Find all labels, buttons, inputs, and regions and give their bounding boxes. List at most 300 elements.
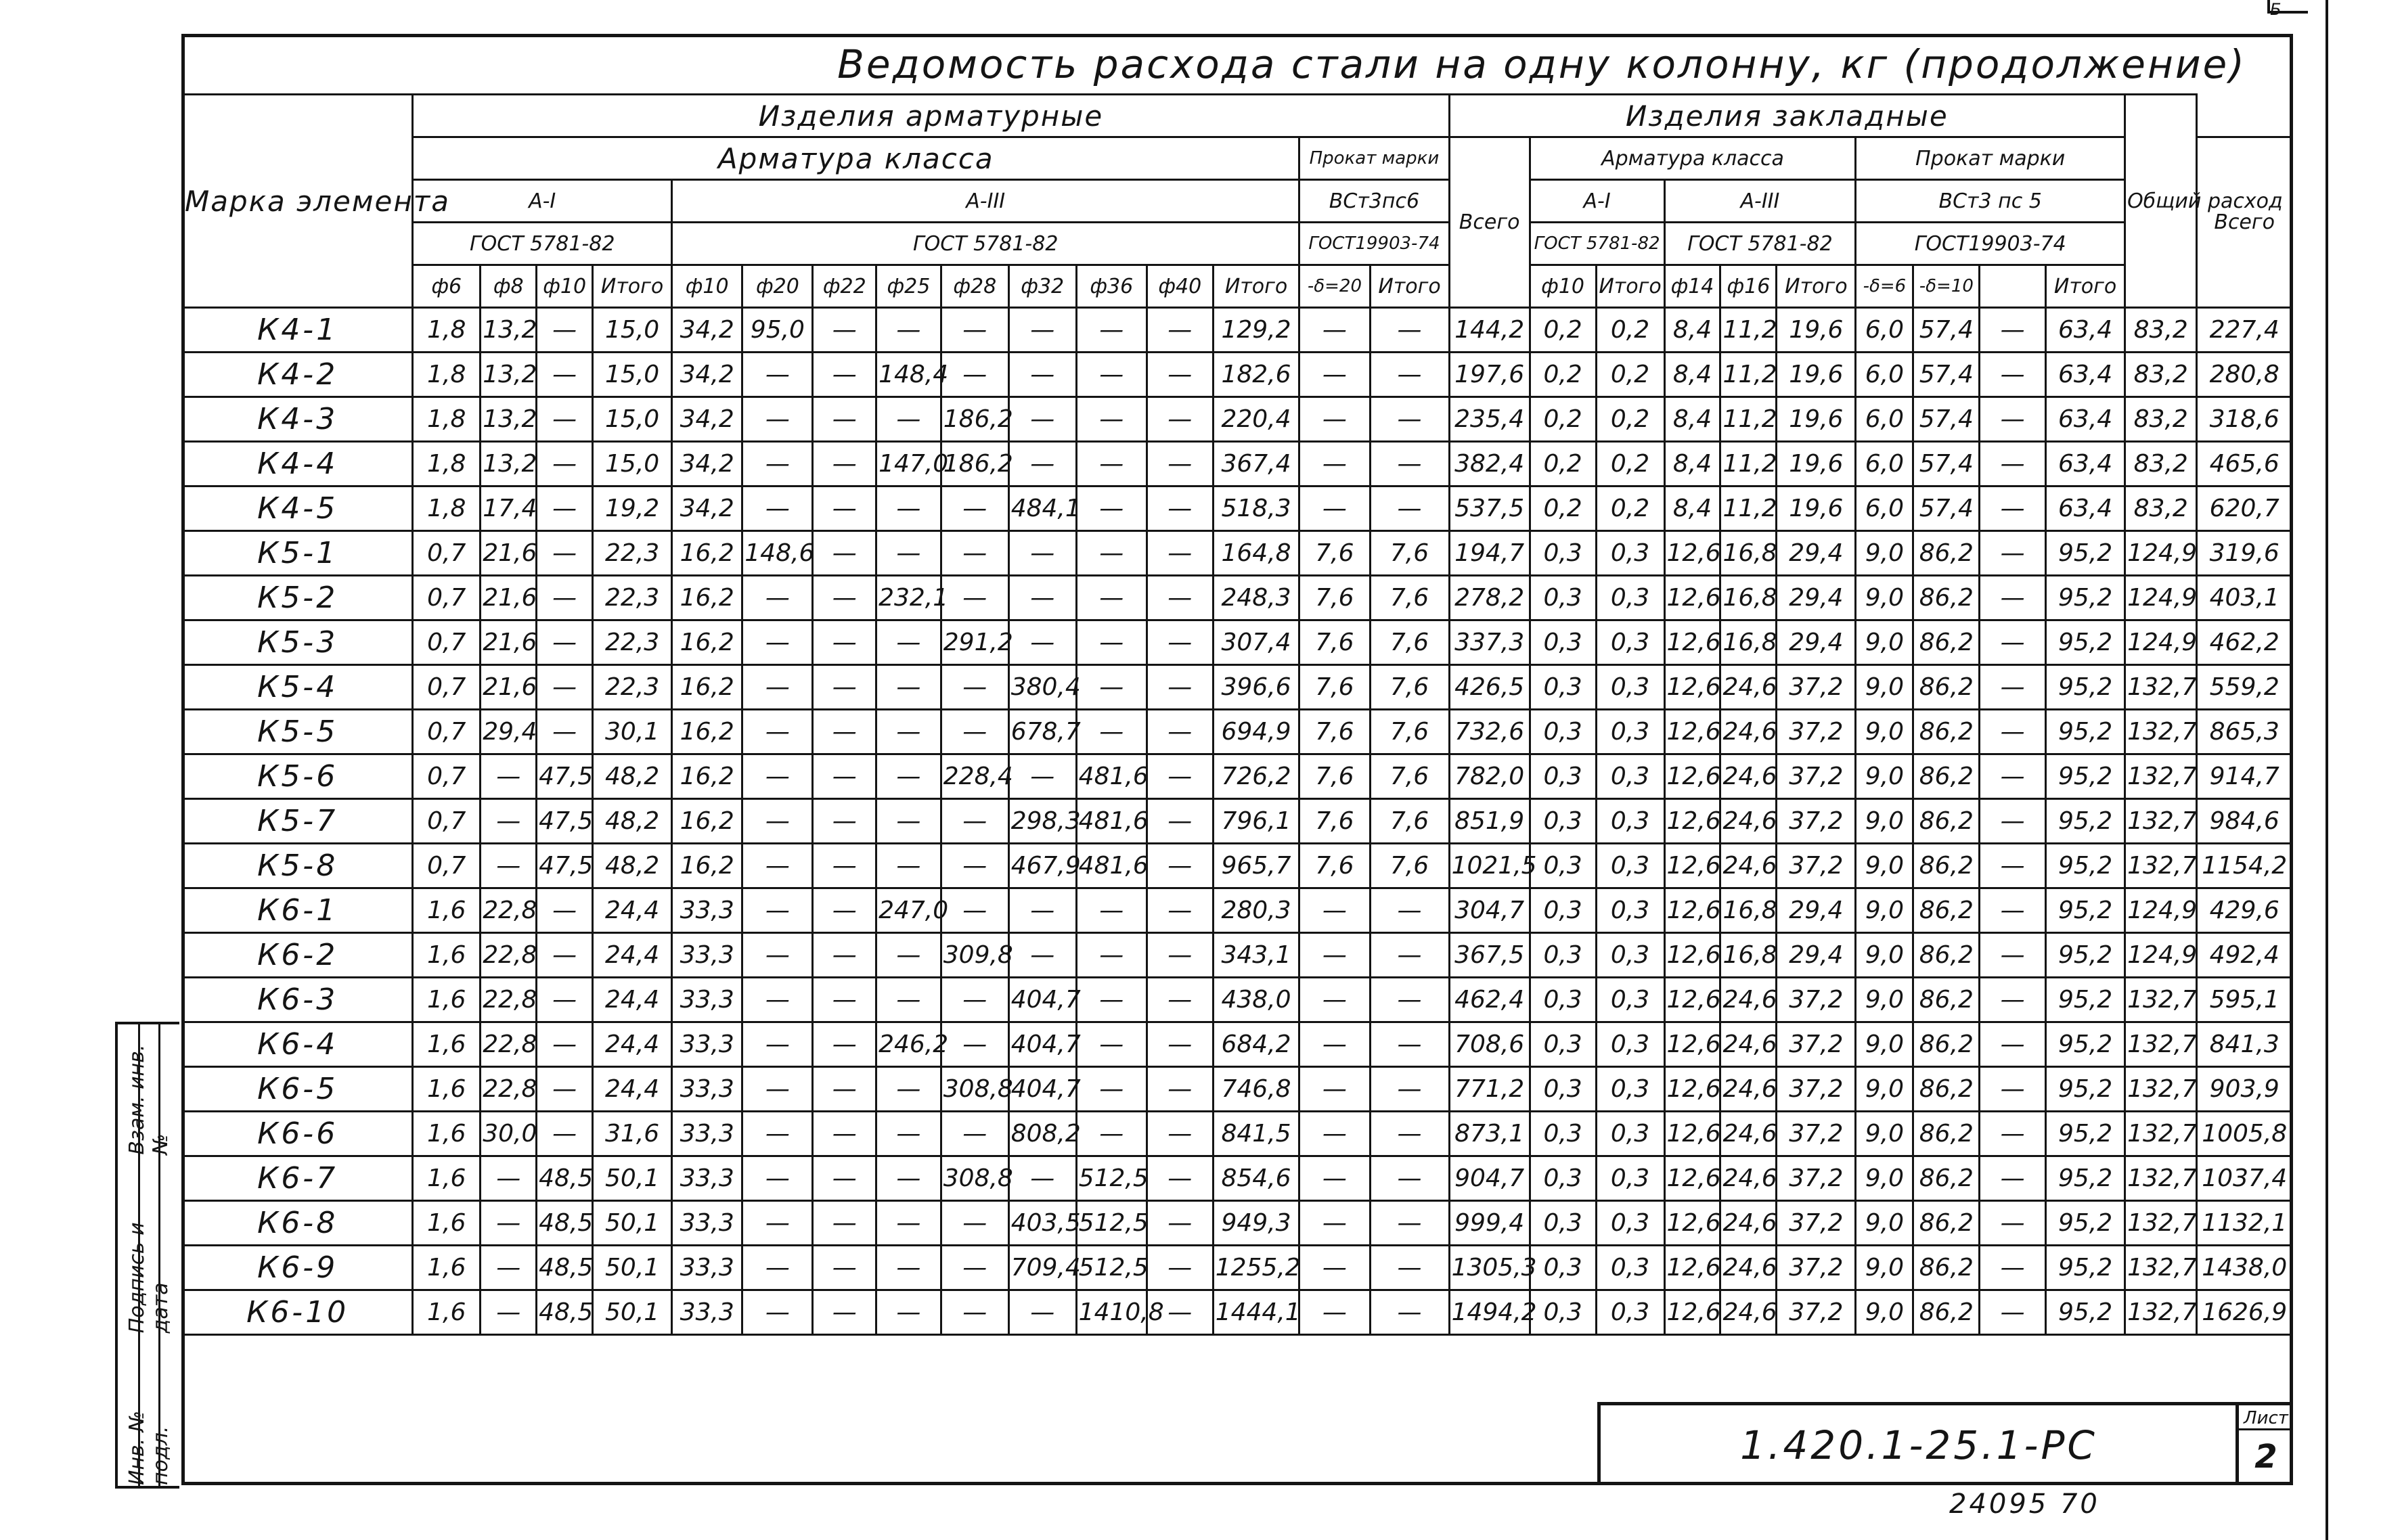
- table-cell: —: [941, 353, 1008, 397]
- table-cell: 124,9: [2125, 531, 2197, 576]
- table-cell: 1438,0: [2197, 1246, 2292, 1290]
- table-cell: 771,2: [1449, 1067, 1530, 1112]
- table-cell: 11,2: [1720, 442, 1777, 486]
- table-cell: 0,7: [413, 620, 481, 665]
- table-cell: —: [742, 1067, 813, 1112]
- table-cell: 0,3: [1596, 710, 1664, 754]
- table-cell: 37,2: [1777, 978, 1856, 1022]
- table-cell: —: [1370, 1201, 1449, 1246]
- table-cell: —: [1147, 576, 1213, 620]
- table-cell: —: [1370, 1156, 1449, 1201]
- subheader: ф32: [1008, 265, 1076, 308]
- table-cell: 132,7: [2125, 754, 2197, 799]
- table-cell: 16,2: [672, 710, 742, 754]
- table-cell: —: [1370, 1112, 1449, 1156]
- table-row: [183, 353, 2292, 397]
- table-cell: 50,1: [593, 1156, 672, 1201]
- element-mark-cell: К5-1: [183, 531, 413, 576]
- table-cell: 8,4: [1664, 397, 1720, 442]
- table-cell: —: [1980, 978, 2046, 1022]
- subheader: ф28: [941, 265, 1008, 308]
- table-cell: 24,6: [1720, 1290, 1777, 1335]
- table-cell: —: [1299, 1022, 1370, 1067]
- table-cell: 22,8: [481, 933, 537, 978]
- table-cell: 86,2: [1913, 799, 1980, 844]
- table-cell: —: [1299, 978, 1370, 1022]
- table-cell: —: [1299, 1290, 1370, 1335]
- table-cell: 50,1: [593, 1201, 672, 1246]
- table-cell: —: [537, 442, 593, 486]
- table-cell: —: [742, 576, 813, 620]
- side-label-inventory: Инв. № подл.: [125, 1410, 173, 1485]
- table-cell: 307,4: [1213, 620, 1299, 665]
- table-cell: —: [941, 1112, 1008, 1156]
- subheader: ф10: [537, 265, 593, 308]
- table-cell: 24,4: [593, 1022, 672, 1067]
- table-cell: 37,2: [1777, 1246, 1856, 1290]
- table-cell: 0,3: [1596, 1022, 1664, 1067]
- table-cell: —: [537, 1112, 593, 1156]
- header-gost-rolled: ГОСТ19903-74: [1299, 223, 1449, 265]
- table-cell: —: [1008, 888, 1076, 933]
- table-cell: —: [813, 1201, 876, 1246]
- table-cell: 33,3: [672, 888, 742, 933]
- table-cell: 1,6: [413, 1156, 481, 1201]
- table-cell: —: [1980, 1067, 2046, 1112]
- table-cell: —: [941, 1290, 1008, 1335]
- table-cell: 12,6: [1664, 665, 1720, 710]
- table-cell: 7,6: [1370, 710, 1449, 754]
- table-cell: —: [813, 442, 876, 486]
- table-cell: 12,6: [1664, 1290, 1720, 1335]
- table-cell: 33,3: [672, 1246, 742, 1290]
- table-cell: —: [1147, 978, 1213, 1022]
- table-cell: 57,4: [1913, 397, 1980, 442]
- table-cell: 95,0: [742, 308, 813, 353]
- table-cell: —: [742, 1156, 813, 1201]
- table-cell: —: [1147, 844, 1213, 888]
- table-cell: 21,6: [481, 576, 537, 620]
- table-cell: —: [813, 978, 876, 1022]
- table-cell: 15,0: [593, 397, 672, 442]
- table-cell: 132,7: [2125, 1156, 2197, 1201]
- table-cell: —: [481, 1156, 537, 1201]
- table-cell: 37,2: [1777, 1067, 1856, 1112]
- table-row: [183, 1201, 2292, 1246]
- table-cell: —: [813, 1112, 876, 1156]
- table-cell: 0,3: [1596, 665, 1664, 710]
- table-cell: —: [813, 397, 876, 442]
- table-cell: 144,2: [1449, 308, 1530, 353]
- table-cell: 37,2: [1777, 1112, 1856, 1156]
- table-cell: —: [876, 799, 941, 844]
- table-cell: 949,3: [1213, 1201, 1299, 1246]
- table-cell: 7,6: [1299, 576, 1370, 620]
- table-cell: 24,6: [1720, 1246, 1777, 1290]
- table-cell: —: [742, 888, 813, 933]
- table-cell: —: [1370, 308, 1449, 353]
- table-cell: —: [813, 710, 876, 754]
- table-cell: 9,0: [1856, 1067, 1913, 1112]
- table-cell: —: [1147, 397, 1213, 442]
- element-mark-cell: К5-6: [183, 754, 413, 799]
- header-gost-a1: ГОСТ 5781-82: [413, 223, 672, 265]
- table-cell: —: [1076, 933, 1147, 978]
- table-cell: 11,2: [1720, 486, 1777, 531]
- table-cell: —: [537, 1022, 593, 1067]
- subheader: [1980, 265, 2046, 308]
- element-mark-cell: К6-5: [183, 1067, 413, 1112]
- table-cell: —: [1299, 933, 1370, 978]
- table-cell: 782,0: [1449, 754, 1530, 799]
- table-cell: —: [813, 353, 876, 397]
- table-cell: 248,3: [1213, 576, 1299, 620]
- table-cell: 24,6: [1720, 665, 1777, 710]
- table-cell: —: [1980, 1201, 2046, 1246]
- table-cell: 95,2: [2046, 1156, 2125, 1201]
- subheader: ф6: [413, 265, 481, 308]
- table-cell: —: [1299, 1246, 1370, 1290]
- table-cell: —: [537, 1067, 593, 1112]
- table-cell: 854,6: [1213, 1156, 1299, 1201]
- table-cell: 7,6: [1370, 799, 1449, 844]
- table-cell: —: [537, 353, 593, 397]
- table-cell: 0,3: [1530, 754, 1596, 799]
- table-cell: —: [742, 442, 813, 486]
- table-cell: —: [537, 308, 593, 353]
- subheader: Итого: [593, 265, 672, 308]
- table-cell: 1,8: [413, 308, 481, 353]
- table-cell: 15,0: [593, 353, 672, 397]
- subheader: Итого: [1596, 265, 1664, 308]
- table-cell: —: [1076, 1067, 1147, 1112]
- table-cell: 6,0: [1856, 486, 1913, 531]
- table-cell: 0,3: [1596, 1290, 1664, 1335]
- table-cell: 48,5: [537, 1246, 593, 1290]
- table-cell: 0,3: [1530, 1246, 1596, 1290]
- table-cell: 684,2: [1213, 1022, 1299, 1067]
- table-cell: 1005,8: [2197, 1112, 2292, 1156]
- table-cell: 86,2: [1913, 1156, 1980, 1201]
- table-cell: —: [941, 665, 1008, 710]
- table-cell: —: [813, 799, 876, 844]
- table-cell: —: [1076, 442, 1147, 486]
- table-cell: 1,6: [413, 888, 481, 933]
- table-cell: —: [1370, 933, 1449, 978]
- table-cell: 33,3: [672, 1201, 742, 1246]
- table-cell: 95,2: [2046, 531, 2125, 576]
- table-cell: —: [876, 531, 941, 576]
- table-cell: 22,3: [593, 531, 672, 576]
- table-cell: 1,6: [413, 978, 481, 1022]
- table-cell: —: [742, 665, 813, 710]
- table-cell: 232,1: [876, 576, 941, 620]
- table-cell: 1,6: [413, 1112, 481, 1156]
- table-cell: 726,2: [1213, 754, 1299, 799]
- element-mark-cell: К4-3: [183, 397, 413, 442]
- table-cell: 95,2: [2046, 710, 2125, 754]
- table-cell: 999,4: [1449, 1201, 1530, 1246]
- table-cell: —: [1147, 486, 1213, 531]
- table-cell: 37,2: [1777, 665, 1856, 710]
- table-cell: 37,2: [1777, 710, 1856, 754]
- table-cell: 0,3: [1596, 531, 1664, 576]
- table-cell: 1,8: [413, 353, 481, 397]
- table-cell: —: [1980, 1290, 2046, 1335]
- table-cell: 0,3: [1596, 1246, 1664, 1290]
- element-mark-cell: К5-8: [183, 844, 413, 888]
- table-cell: 34,2: [672, 397, 742, 442]
- table-cell: 48,5: [537, 1290, 593, 1335]
- table-cell: —: [1008, 353, 1076, 397]
- table-cell: 465,6: [2197, 442, 2292, 486]
- table-cell: 965,7: [1213, 844, 1299, 888]
- table-cell: 1037,4: [2197, 1156, 2292, 1201]
- table-cell: 30,1: [593, 710, 672, 754]
- element-mark-cell: К4-4: [183, 442, 413, 486]
- table-cell: —: [941, 308, 1008, 353]
- subheader: ф36: [1076, 265, 1147, 308]
- table-cell: 0,3: [1596, 844, 1664, 888]
- table-cell: 22,3: [593, 576, 672, 620]
- table-cell: 708,6: [1449, 1022, 1530, 1067]
- subheader: Итого: [1213, 265, 1299, 308]
- table-cell: 15,0: [593, 308, 672, 353]
- table-cell: 308,8: [941, 1067, 1008, 1112]
- table-cell: 7,6: [1299, 710, 1370, 754]
- table-cell: 95,2: [2046, 576, 2125, 620]
- table-cell: 1305,3: [1449, 1246, 1530, 1290]
- table-cell: 197,6: [1449, 353, 1530, 397]
- table-cell: —: [1980, 799, 2046, 844]
- table-cell: 1,6: [413, 1201, 481, 1246]
- table-cell: 0,3: [1530, 665, 1596, 710]
- table-cell: 95,2: [2046, 665, 2125, 710]
- title-block-stamp: [1597, 1402, 2293, 1485]
- table-row: [183, 531, 2292, 576]
- subheader: ф10: [1530, 265, 1596, 308]
- table-cell: 808,2: [1008, 1112, 1076, 1156]
- table-cell: 0,2: [1596, 308, 1664, 353]
- table-cell: 518,3: [1213, 486, 1299, 531]
- table-cell: —: [876, 1201, 941, 1246]
- table-cell: 873,1: [1449, 1112, 1530, 1156]
- table-cell: 1021,5: [1449, 844, 1530, 888]
- table-cell: 24,6: [1720, 1022, 1777, 1067]
- table-cell: 367,4: [1213, 442, 1299, 486]
- table-cell: 47,5: [537, 844, 593, 888]
- table-cell: —: [1980, 576, 2046, 620]
- table-cell: 227,4: [2197, 308, 2292, 353]
- table-cell: 9,0: [1856, 1156, 1913, 1201]
- table-cell: —: [941, 1201, 1008, 1246]
- table-cell: 95,2: [2046, 978, 2125, 1022]
- table-cell: —: [537, 933, 593, 978]
- table-cell: 0,2: [1530, 442, 1596, 486]
- header-emb-rolled-grade: Прокат марки: [1856, 137, 2125, 180]
- table-cell: —: [941, 978, 1008, 1022]
- table-cell: 47,5: [537, 799, 593, 844]
- table-cell: —: [876, 1246, 941, 1290]
- table-cell: —: [876, 308, 941, 353]
- table-cell: —: [537, 531, 593, 576]
- table-cell: 15,0: [593, 442, 672, 486]
- table-cell: —: [1147, 933, 1213, 978]
- table-cell: 1,6: [413, 933, 481, 978]
- table-cell: 0,3: [1596, 888, 1664, 933]
- table-cell: 48,5: [537, 1201, 593, 1246]
- table-cell: —: [537, 620, 593, 665]
- table-cell: —: [1299, 1201, 1370, 1246]
- table-cell: —: [876, 486, 941, 531]
- table-cell: 16,2: [672, 576, 742, 620]
- table-cell: —: [1008, 1290, 1076, 1335]
- table-cell: 22,8: [481, 1022, 537, 1067]
- header-reinforcing-products: Изделия арматурные: [413, 95, 1449, 137]
- element-mark-cell: К6-3: [183, 978, 413, 1022]
- table-cell: —: [742, 1022, 813, 1067]
- table-cell: 16,2: [672, 531, 742, 576]
- table-cell: —: [1370, 1022, 1449, 1067]
- table-cell: —: [876, 978, 941, 1022]
- table-cell: —: [1980, 1112, 2046, 1156]
- table-cell: 492,4: [2197, 933, 2292, 978]
- table-cell: —: [1076, 665, 1147, 710]
- table-cell: 280,3: [1213, 888, 1299, 933]
- table-cell: 50,1: [593, 1290, 672, 1335]
- table-cell: 19,6: [1777, 442, 1856, 486]
- table-cell: —: [1299, 353, 1370, 397]
- table-cell: 6,0: [1856, 397, 1913, 442]
- table-cell: 481,6: [1076, 754, 1147, 799]
- table-cell: 86,2: [1913, 888, 1980, 933]
- table-cell: 1,8: [413, 442, 481, 486]
- table-cell: 29,4: [1777, 888, 1856, 933]
- table-cell: 86,2: [1913, 1067, 1980, 1112]
- table-cell: 7,6: [1299, 844, 1370, 888]
- table-cell: —: [1980, 308, 2046, 353]
- table-cell: 512,5: [1076, 1246, 1147, 1290]
- header-total-embedded: Всего: [2197, 137, 2292, 308]
- table-cell: 9,0: [1856, 531, 1913, 576]
- table-cell: 903,9: [2197, 1067, 2292, 1112]
- table-cell: 7,6: [1299, 665, 1370, 710]
- table-cell: 9,0: [1856, 978, 1913, 1022]
- table-cell: 537,5: [1449, 486, 1530, 531]
- table-cell: 1,8: [413, 397, 481, 442]
- table-cell: —: [1980, 933, 2046, 978]
- table-cell: —: [1980, 486, 2046, 531]
- table-cell: 0,7: [413, 665, 481, 710]
- table-cell: —: [1299, 1156, 1370, 1201]
- table-cell: 83,2: [2125, 308, 2197, 353]
- table-cell: —: [742, 1112, 813, 1156]
- table-cell: —: [876, 1156, 941, 1201]
- table-cell: 132,7: [2125, 978, 2197, 1022]
- subheader: ф10: [672, 265, 742, 308]
- table-cell: 914,7: [2197, 754, 2292, 799]
- table-cell: —: [1370, 1246, 1449, 1290]
- table-cell: 12,6: [1664, 1022, 1720, 1067]
- table-cell: —: [1147, 1201, 1213, 1246]
- table-cell: 124,9: [2125, 576, 2197, 620]
- table-cell: 1,6: [413, 1246, 481, 1290]
- table-cell: 367,5: [1449, 933, 1530, 978]
- table-cell: 34,2: [672, 486, 742, 531]
- table-cell: 0,3: [1530, 1290, 1596, 1335]
- table-row: [183, 576, 2292, 620]
- table-cell: 86,2: [1913, 620, 1980, 665]
- table-cell: 12,6: [1664, 844, 1720, 888]
- table-cell: —: [537, 888, 593, 933]
- table-cell: 343,1: [1213, 933, 1299, 978]
- table-cell: 33,3: [672, 1156, 742, 1201]
- table-cell: 0,7: [413, 710, 481, 754]
- table-cell: —: [1008, 397, 1076, 442]
- table-cell: 24,6: [1720, 978, 1777, 1022]
- table-cell: 9,0: [1856, 844, 1913, 888]
- table-cell: 194,7: [1449, 531, 1530, 576]
- table-cell: —: [876, 844, 941, 888]
- table-cell: 8,4: [1664, 353, 1720, 397]
- table-cell: 24,4: [593, 978, 672, 1022]
- table-cell: —: [1147, 353, 1213, 397]
- table-cell: —: [876, 397, 941, 442]
- table-cell: 48,2: [593, 754, 672, 799]
- table-cell: 24,6: [1720, 1067, 1777, 1112]
- table-cell: 7,6: [1370, 531, 1449, 576]
- table-cell: 8,4: [1664, 308, 1720, 353]
- table-cell: 984,6: [2197, 799, 2292, 844]
- element-mark-cell: К6-9: [183, 1246, 413, 1290]
- table-row: [183, 978, 2292, 1022]
- table-cell: 462,2: [2197, 620, 2292, 665]
- table-cell: 7,6: [1299, 531, 1370, 576]
- table-cell: —: [742, 799, 813, 844]
- table-cell: 512,5: [1076, 1201, 1147, 1246]
- table-cell: —: [813, 531, 876, 576]
- table-cell: —: [941, 576, 1008, 620]
- footer-number: 24095 70: [1949, 1489, 2100, 1520]
- table-cell: —: [813, 844, 876, 888]
- table-cell: —: [742, 754, 813, 799]
- table-cell: 709,4: [1008, 1246, 1076, 1290]
- table-cell: 512,5: [1076, 1156, 1147, 1201]
- right-edge-line: [2326, 0, 2328, 1540]
- table-row: [183, 888, 2292, 933]
- header-emb-reinforcement-class: Арматура класса: [1530, 137, 1856, 180]
- table-cell: —: [1299, 888, 1370, 933]
- table-cell: 22,8: [481, 1067, 537, 1112]
- table-row: [183, 442, 2292, 486]
- table-cell: 0,3: [1530, 799, 1596, 844]
- table-cell: —: [742, 710, 813, 754]
- table-cell: 9,0: [1856, 1112, 1913, 1156]
- table-row: [183, 754, 2292, 799]
- table-cell: 0,3: [1596, 1156, 1664, 1201]
- table-cell: 1410,8: [1076, 1290, 1147, 1335]
- table-cell: 11,2: [1720, 397, 1777, 442]
- table-cell: 21,6: [481, 620, 537, 665]
- subheader: Итого: [1777, 265, 1856, 308]
- table-cell: —: [1008, 576, 1076, 620]
- table-cell: —: [481, 754, 537, 799]
- header-class-a1: А-I: [413, 180, 672, 223]
- table-cell: 9,0: [1856, 799, 1913, 844]
- table-cell: 318,6: [2197, 397, 2292, 442]
- table-row: [183, 665, 2292, 710]
- table-cell: 48,2: [593, 799, 672, 844]
